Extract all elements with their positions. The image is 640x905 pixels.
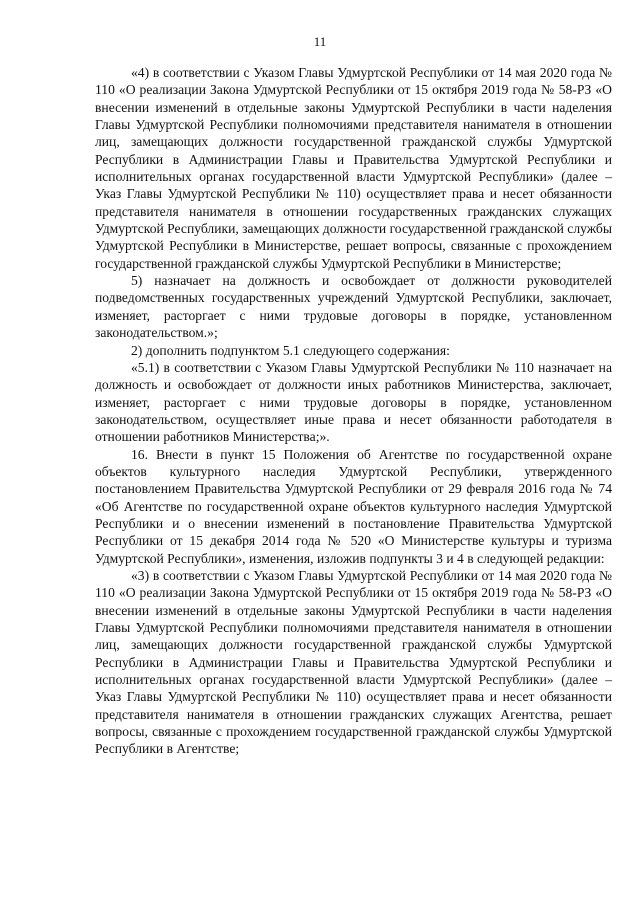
paragraph-subitem-5-1: «5.1) в соответствии с Указом Главы Удмуртской Республики № 110 назначает на должность и освобождает от должности иных работников Министерства, заключает, изменяет, расторгает с ними трудовые договоры в порядке, установленном законодательством, осуществляет иные права и несет обязанности работодателя в отношении работников Министерства;».	[95, 359, 612, 445]
paragraph-subitem-5: 5) назначает на должность и освобождает от должности руководителей подведомственных государственных учреждений Удмуртской Республики, заключает, изменяет, расторгает с ними трудовые договоры в порядке, установленном законодательством.»;	[95, 273, 612, 341]
paragraph-item-16: 16. Внести в пункт 15 Положения об Агентстве по государственной охране объектов культурного наследия Удмуртской Республики, утвержденного постановлением Правительства Удмуртской Республики от 29 февраля 2016 года № 74 «Об Агентстве по государственной охране объектов культурного наследия Удмуртской Республики и о внесении изменений в постановление Правительства Удмуртской Республики от 15 декабря 2014 года № 520 «О Министерстве культуры и туризма Удмуртской Республики», изменения, изложив подпункты 3 и 4 в следующей редакции:	[95, 446, 612, 566]
page-number: 11	[313, 34, 327, 49]
paragraph-amendment-2: 2) дополнить подпунктом 5.1 следующего содержания:	[131, 342, 450, 358]
document-body	[95, 64, 612, 758]
paragraph-subitem-4: «4) в соответствии с Указом Главы Удмуртской Республики от 14 мая 2020 года № 110 «О реализации Закона Удмуртской Республики от 15 октября 2019 года № 58-РЗ «О внесении изменений в отдельные законы Удмуртской Республики в части наделения Главы Удмуртской Республики полномочиями представителя нанимателя в отношении лиц, замещающих должности государственной гражданской службы Удмуртской Республики в Администрации Главы и Правительства Удмуртской Республики и исполнительных органах государственной власти Удмуртской Республики» (далее – Указ Главы Удмуртской Республики № 110) осуществляет права и несет обязанности представителя нанимателя в отношении государственных гражданских служащих Удмуртской Республики, замещающих должности государственной гражданской службы Удмуртской Республики в Министерстве, решает вопросы, связанные с прохождением государственной гражданской службы Удмуртской Республики в Министерстве;	[95, 65, 612, 271]
paragraph-subitem-3: «3) в соответствии с Указом Главы Удмуртской Республики от 14 мая 2020 года № 110 «О реализации Закона Удмуртской Республики от 15 октября 2019 года № 58-РЗ «О внесении изменений в отдельные законы Удмуртской Республики в части наделения Главы Удмуртской Республики полномочиями представителя нанимателя в отношении лиц, замещающих должности государственной гражданской службы Удмуртской Республики в Администрации Главы и Правительства Удмуртской Республики и исполнительных органах государственной власти Удмуртской Республики» (далее – Указ Главы Удмуртской Республики № 110) осуществляет права и несет обязанности представителя нанимателя в отношении гражданских служащих Агентства, решает вопросы, связанные с прохождением государственной гражданской службы Удмуртской Республики в Агентстве;	[95, 567, 612, 757]
